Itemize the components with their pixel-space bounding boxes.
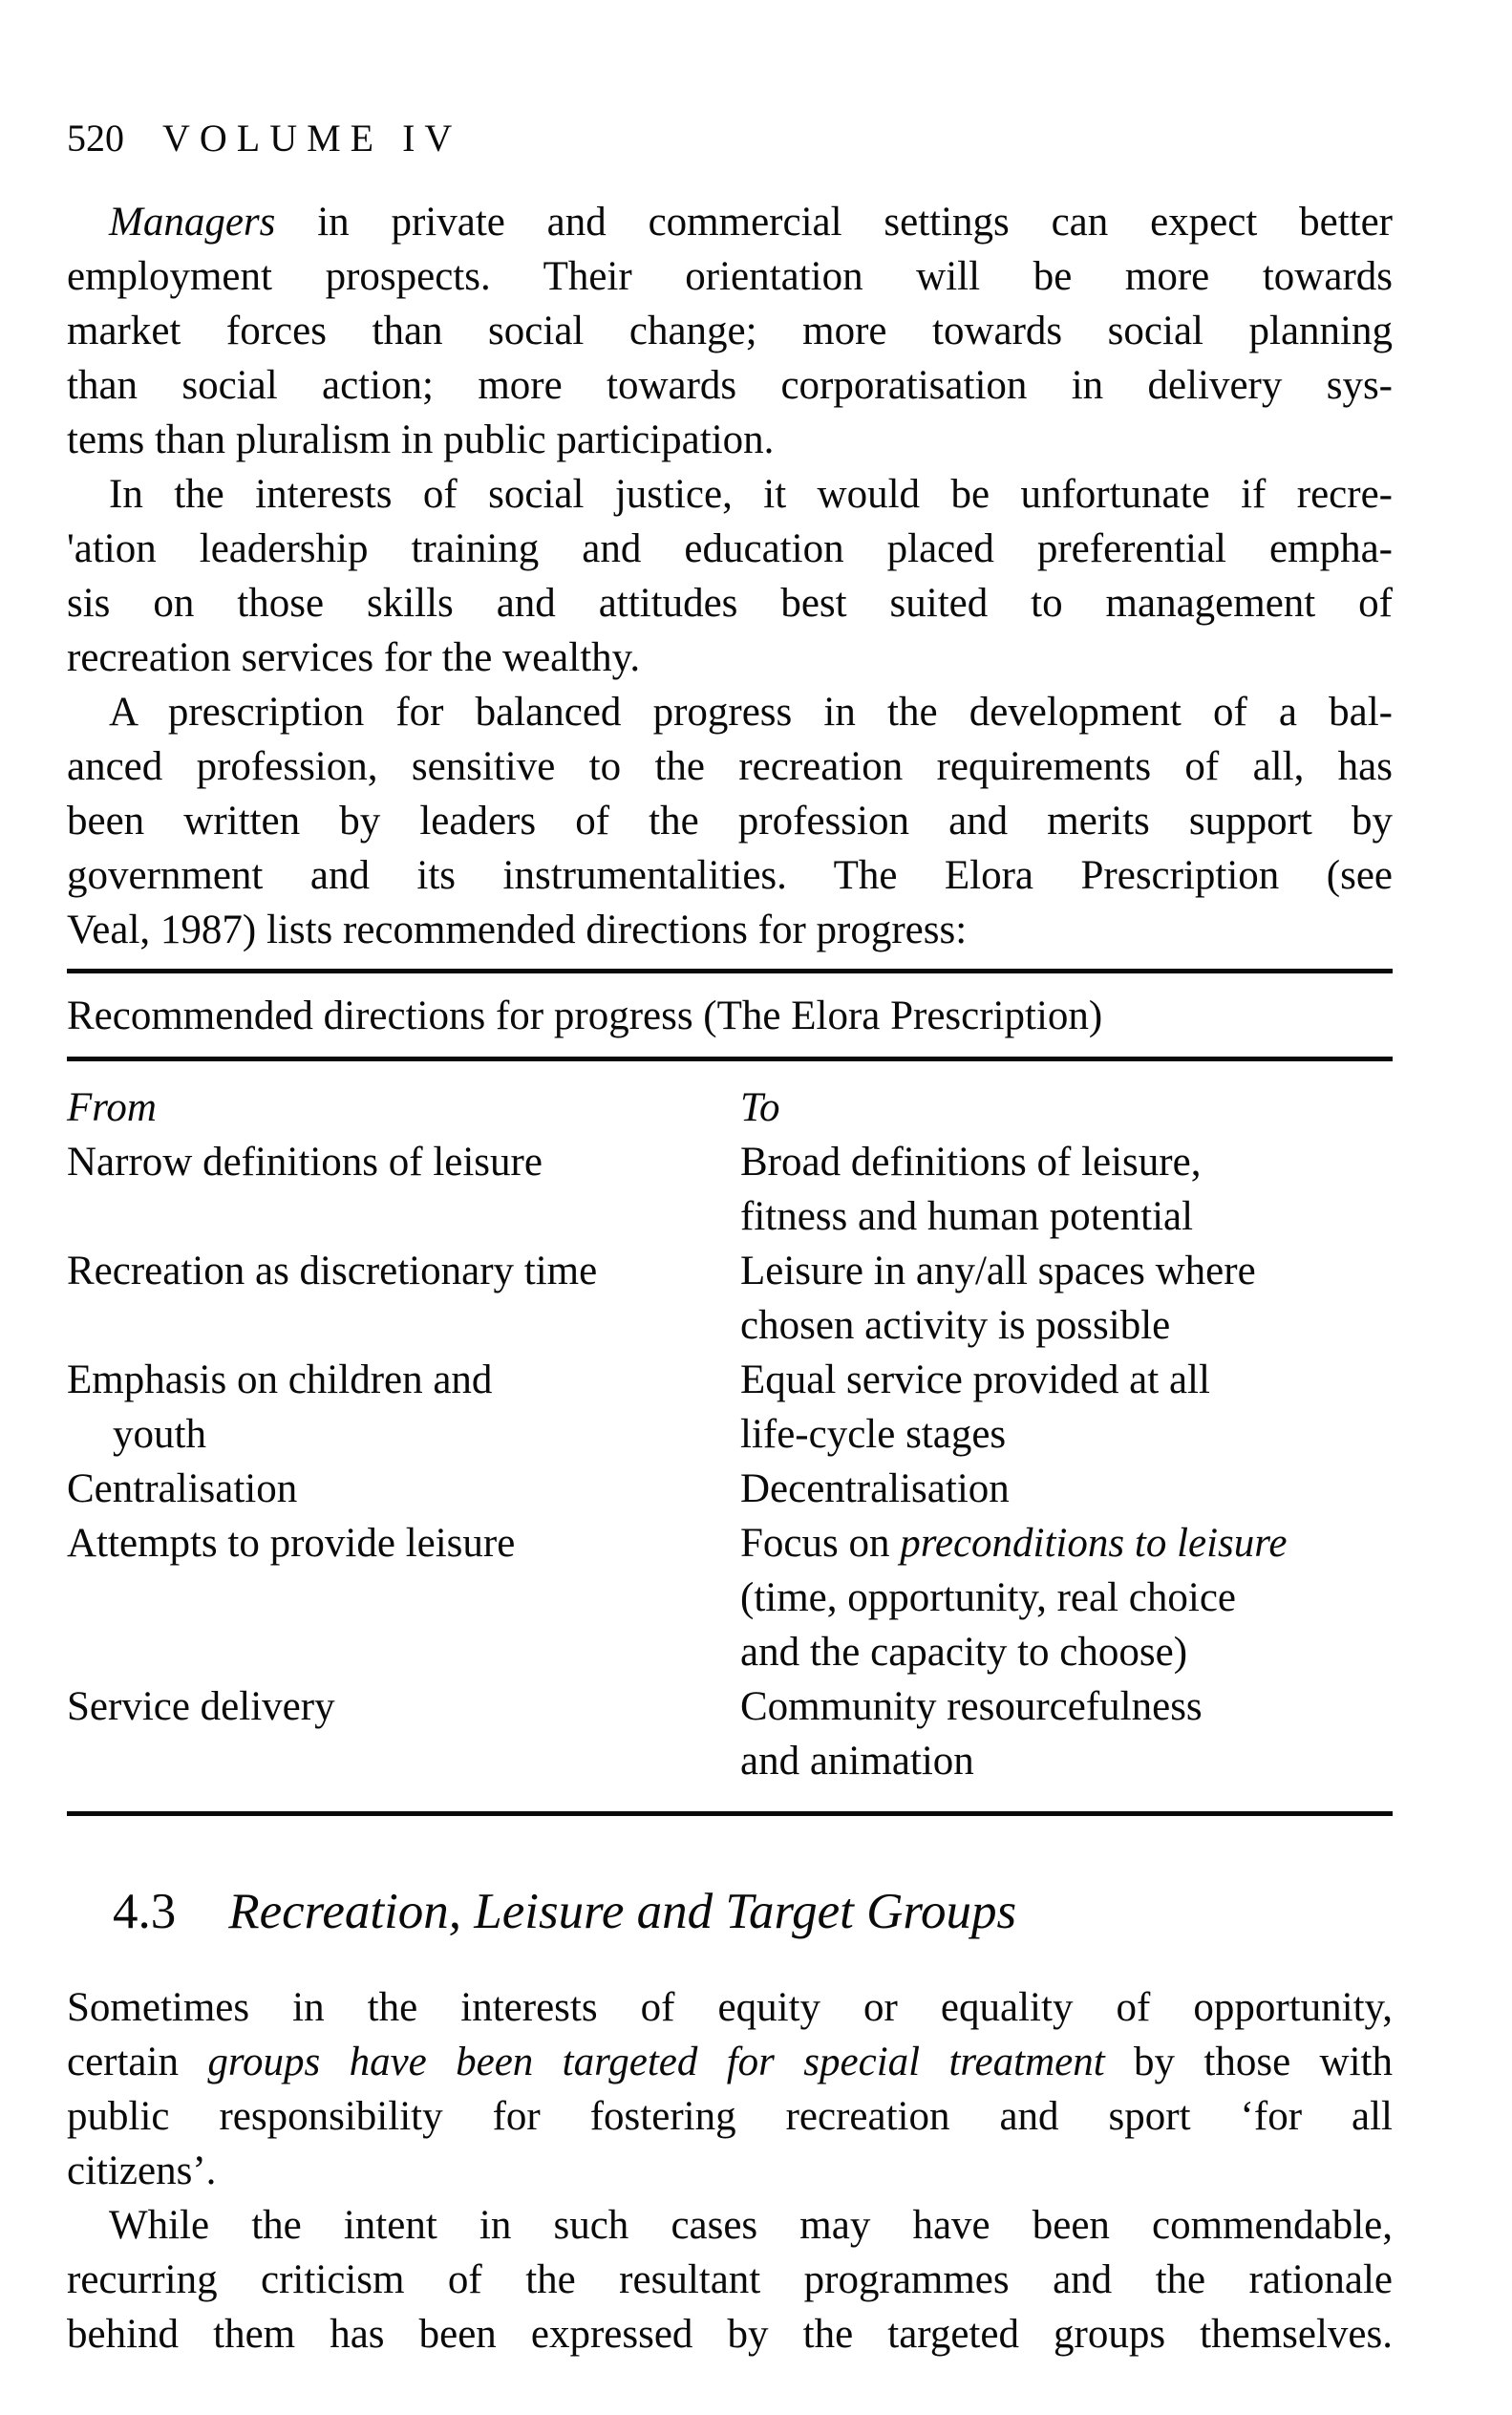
body-text-bottom <box>67 1980 1393 2362</box>
text-line <box>67 1462 740 1516</box>
text-line <box>740 1679 1393 1734</box>
text-line <box>67 358 1393 413</box>
italic-text: preconditions to leisure <box>900 1521 1288 1566</box>
table-cell-from <box>67 1244 740 1353</box>
text: Sometimes in the interests of equity or equality of opportunity, <box>67 1985 1393 2030</box>
text: anced profession, sensitive to the recreation requirements of all, has <box>67 744 1393 789</box>
table-header-rule <box>67 1057 1393 1061</box>
table-cell-from <box>67 1462 740 1516</box>
text: In the interests of social justice, it would be unfortunate if recre- <box>109 472 1393 517</box>
text: Emphasis on children and <box>67 1357 493 1402</box>
text: (time, opportunity, real choice <box>740 1575 1237 1620</box>
table-header-row <box>67 1080 1393 1135</box>
text-line <box>67 794 1393 848</box>
text: recreation services for the wealthy. <box>67 635 641 680</box>
text: and the capacity to choose) <box>740 1630 1188 1675</box>
text: Narrow definitions of leisure <box>67 1140 543 1185</box>
text-line <box>740 1135 1393 1189</box>
table-row <box>67 1353 1393 1462</box>
table-cell-to <box>740 1516 1393 1679</box>
text: youth <box>113 1412 206 1457</box>
text: Broad definitions of leisure, <box>740 1140 1202 1185</box>
text: behind them has been expressed by the targeted groups themselves. <box>67 2312 1393 2357</box>
section-heading <box>113 1877 1393 1946</box>
table-caption: Recommended directions for progress (The Elora Prescription) <box>67 994 1103 1038</box>
text-line <box>67 2144 1393 2198</box>
text-line <box>740 1625 1393 1679</box>
table-cell-to <box>740 1679 1393 1788</box>
text: tems than pluralism in public participation. <box>67 417 775 462</box>
text: than social action; more towards corporatisation in delivery sys- <box>67 363 1393 408</box>
text-line <box>67 304 1393 358</box>
text: While the intent in such cases may have been commendable, <box>109 2203 1393 2248</box>
paragraph <box>67 195 1393 467</box>
text-line <box>740 1407 1393 1462</box>
page-number: 520 <box>67 117 124 160</box>
text: Veal, 1987) lists recommended directions for progress: <box>67 908 968 952</box>
table-body <box>67 1135 1393 1788</box>
text: Focus on <box>740 1521 901 1566</box>
text-line <box>67 848 1393 903</box>
text: government and its instrumentalities. The Elora Prescription (see <box>67 853 1393 898</box>
table-row <box>67 1516 1393 1679</box>
volume-label: VOLUME IV <box>162 117 462 160</box>
text: Recreation as discretionary time <box>67 1249 598 1293</box>
text-line <box>740 1353 1393 1407</box>
text: Centralisation <box>67 1466 298 1511</box>
text-line <box>67 1244 740 1298</box>
text-line <box>740 1571 1393 1625</box>
text-line <box>67 1407 740 1462</box>
text-line <box>740 1298 1393 1353</box>
table-cell-from <box>67 1516 740 1679</box>
text-line <box>740 1189 1393 1244</box>
table-cell-from <box>67 1353 740 1462</box>
text-line <box>67 1679 740 1734</box>
text: 'ation leadership training and education placed preferential empha- <box>67 526 1393 571</box>
running-head <box>67 115 1393 162</box>
text: certain <box>67 2040 208 2084</box>
paragraph <box>67 685 1393 957</box>
paragraph <box>67 1980 1393 2198</box>
text-line <box>67 1135 740 1189</box>
text-line <box>67 522 1393 576</box>
text-line <box>67 413 1393 467</box>
table-cell-to <box>740 1353 1393 1462</box>
text-line <box>67 685 1393 739</box>
text-line <box>67 1980 1393 2035</box>
text-line <box>67 195 1393 249</box>
text: recurring criticism of the resultant programmes and the rationale <box>67 2257 1393 2302</box>
text-line <box>67 2307 1393 2362</box>
text-line <box>67 2253 1393 2307</box>
table-cell-from <box>67 1679 740 1788</box>
text: public responsibility for fostering recreation and sport ‘for all <box>67 2094 1393 2139</box>
text: Equal service provided at all <box>740 1357 1210 1402</box>
text-line <box>67 467 1393 522</box>
text: Attempts to provide leisure <box>67 1521 516 1566</box>
text-line <box>67 1353 740 1407</box>
text: chosen activity is possible <box>740 1303 1171 1348</box>
section-title: Recreation, Leisure and Target Groups <box>228 1884 1017 1939</box>
table-cell-to <box>740 1462 1393 1516</box>
text-line <box>740 1516 1393 1571</box>
table-cell-to <box>740 1244 1393 1353</box>
text: in private and commercial settings can expect better <box>275 200 1393 245</box>
table-top-rule <box>67 969 1393 973</box>
text: by those with <box>1104 2040 1393 2084</box>
text-line <box>67 630 1393 685</box>
text-line <box>740 1734 1393 1788</box>
text: market forces than social change; more towards social planning <box>67 309 1393 353</box>
text-line <box>67 2198 1393 2253</box>
paragraph <box>67 467 1393 685</box>
text: fitness and human potential <box>740 1194 1194 1239</box>
text-line <box>67 576 1393 630</box>
table-cell-to <box>740 1135 1393 1244</box>
column-header-to: To <box>740 1085 780 1130</box>
italic-text: groups have been targeted for special treatment <box>207 2040 1105 2084</box>
body-text-top <box>67 195 1393 957</box>
table-row <box>67 1244 1393 1353</box>
text: been written by leaders of the profession and merits support by <box>67 799 1393 844</box>
text-line <box>67 1516 740 1571</box>
text: citizens’. <box>67 2148 217 2193</box>
italic-text: Managers <box>109 200 276 245</box>
table-row <box>67 1462 1393 1516</box>
text-line <box>67 2089 1393 2144</box>
elora-prescription-table <box>67 1080 1393 1788</box>
section-number: 4.3 <box>113 1884 177 1939</box>
text-line <box>67 249 1393 304</box>
table-cell-from <box>67 1135 740 1244</box>
text: Community resourcefulness <box>740 1684 1203 1729</box>
text-line <box>67 739 1393 794</box>
text-line <box>740 1462 1393 1516</box>
text-line <box>67 2035 1393 2089</box>
text: A prescription for balanced progress in the development of a bal- <box>109 690 1393 735</box>
text: and animation <box>740 1739 974 1784</box>
text-line <box>740 1244 1393 1298</box>
paragraph <box>67 2198 1393 2362</box>
text: life-cycle stages <box>740 1412 1007 1457</box>
table-row <box>67 1679 1393 1788</box>
text: employment prospects. Their orientation will be more towards <box>67 254 1393 299</box>
table-bottom-rule <box>67 1811 1393 1816</box>
text: Service delivery <box>67 1684 335 1729</box>
text: Leisure in any/all spaces where <box>740 1249 1256 1293</box>
text: Decentralisation <box>740 1466 1010 1511</box>
text-line <box>67 903 1393 957</box>
column-header-from: From <box>67 1085 157 1130</box>
text: sis on those skills and attitudes best suited to management of <box>67 581 1393 626</box>
table-row <box>67 1135 1393 1244</box>
